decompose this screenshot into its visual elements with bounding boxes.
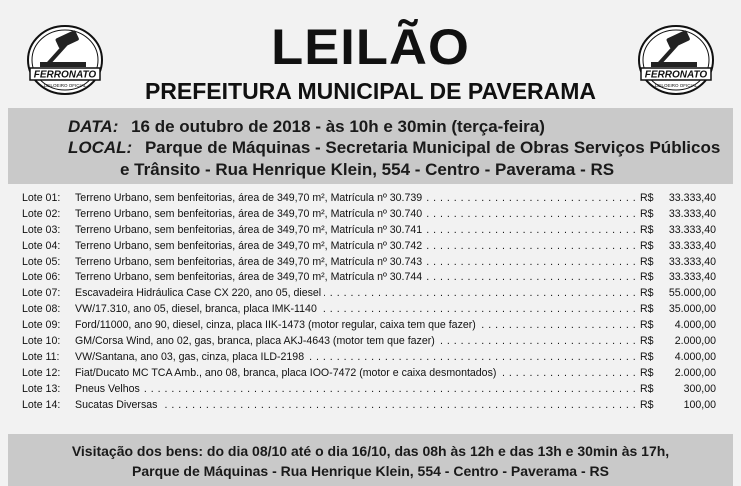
page-title: LEILÃO [271, 19, 470, 75]
lot-currency: R$ [640, 398, 654, 411]
lot-value: 33.333,40 [668, 207, 716, 220]
lot-currency: R$ [640, 255, 654, 268]
lot-description: Terreno Urbano, sem benfeitorias, área de 349,70 m², Matrícula nº 30.739 . . . [75, 191, 637, 207]
lot-description: Terreno Urbano, sem benfeitorias, área de 349,70 m², Matrícula nº 30.743 . . . [75, 255, 637, 271]
lot-label: Lote 08: [22, 303, 61, 316]
lot-label: Lote 01: [22, 192, 61, 204]
lot-value: 33.333,40 [668, 271, 716, 284]
lot-currency: R$ [640, 350, 654, 363]
lot-currency: R$ [640, 239, 654, 252]
lot-currency: R$ [640, 382, 654, 395]
lot-label: Lote 09: [22, 319, 61, 332]
lot-value: 33.333,40 [668, 255, 716, 268]
visitation-box [8, 434, 733, 486]
visitation-line-2: Parque de Máquinas - Rua Henrique Klein, 554 - Centro - Paverama - RS [132, 463, 609, 479]
lot-value: 35.000,00 [668, 303, 716, 316]
svg-text:FERRONATO: FERRONATO [644, 69, 708, 81]
lot-description: VW/Santana, ano 03, gas, cinza, placa ILD-2198 . . . [75, 350, 637, 366]
lot-currency: R$ [640, 335, 654, 348]
svg-text:FERRONATO: FERRONATO [33, 69, 97, 81]
event-info-box [8, 108, 733, 184]
lot-label: Lote 06: [22, 271, 61, 284]
lot-description: VW/17.310, ano 05, diesel, branca, placa IMK-1140 . . . [75, 302, 637, 318]
lot-currency: R$ [640, 303, 654, 316]
lot-label: Lote 07: [22, 287, 61, 300]
lot-row [22, 398, 722, 414]
lot-currency: R$ [640, 192, 654, 204]
lot-description: Terreno Urbano, sem benfeitorias, área de 349,70 m², Matrícula nº 30.740 . . . [75, 207, 637, 223]
lot-row [22, 334, 722, 350]
lot-row [22, 223, 722, 239]
lot-value: 2.000,00 [674, 366, 716, 379]
lot-row [22, 382, 722, 398]
date-row [68, 117, 545, 137]
lot-currency: R$ [640, 366, 654, 379]
svg-text:LEILOEIRO OFICIAL: LEILOEIRO OFICIAL [654, 83, 698, 88]
lot-value: 300,00 [683, 382, 716, 395]
visitation-line-1: Visitação dos bens: do dia 08/10 até o dia 16/10, das 08h às 12h e das 13h e 30min às 17h, [71, 443, 670, 459]
lot-row [22, 318, 722, 334]
lot-row [22, 255, 722, 271]
lot-value: 33.333,40 [668, 192, 716, 204]
lot-value: 4.000,00 [674, 350, 716, 363]
lot-row [22, 302, 722, 318]
local-label: LOCAL: [68, 138, 133, 157]
lot-description: Fiat/Ducato MC TCA Amb., ano 08, branca, placa IOO-7472 (motor e caixa desmontados) . . . [75, 366, 637, 382]
lot-description: Terreno Urbano, sem benfeitorias, área de 349,70 m², Matrícula nº 30.742 . . . [75, 239, 637, 255]
lot-label: Lote 02: [22, 207, 61, 220]
lot-label: Lote 04: [22, 239, 61, 252]
lot-row [22, 270, 722, 286]
local-row [68, 138, 720, 158]
date-label: DATA: [68, 117, 119, 136]
lot-row [22, 239, 722, 255]
lot-currency: R$ [640, 271, 654, 284]
lot-description: Sucatas Diversas . . . [75, 398, 637, 414]
lot-description: Escavadeira Hidráulica Case CX 220, ano 05, diesel . . . [75, 286, 637, 302]
lot-row [22, 191, 722, 207]
lot-row [22, 366, 722, 382]
lot-row [22, 286, 722, 302]
page-subtitle: PREFEITURA MUNICIPAL DE PAVERAMA [144, 78, 597, 104]
lot-value: 4.000,00 [674, 319, 716, 332]
local-value-line2: e Trânsito - Rua Henrique Klein, 554 - Centro - Paverama - RS [120, 160, 615, 179]
lot-label: Lote 03: [22, 223, 61, 236]
lot-value: 33.333,40 [668, 239, 716, 252]
lot-description: Terreno Urbano, sem benfeitorias, área de 349,70 m², Matrícula nº 30.741 . . . [75, 223, 637, 239]
lot-currency: R$ [640, 223, 654, 236]
lot-label: Lote 14: [22, 398, 61, 411]
lot-value: 100,00 [683, 398, 716, 411]
lot-currency: R$ [640, 287, 654, 300]
lot-value: 55.000,00 [668, 287, 716, 300]
local-value-line1: Parque de Máquinas - Secretaria Municipal de Obras Serviços Públicos [144, 138, 721, 157]
lot-value: 33.333,40 [668, 223, 716, 236]
lot-row [22, 207, 722, 223]
lot-label: Lote 11: [22, 350, 60, 363]
lot-description: Terreno Urbano, sem benfeitorias, área de 349,70 m², Matrícula nº 30.744 . . . [75, 270, 637, 286]
lot-label: Lote 13: [22, 382, 61, 395]
lot-list [22, 191, 722, 413]
lot-description: Pneus Velhos . . . [75, 382, 637, 398]
lot-label: Lote 10: [22, 335, 61, 348]
lot-currency: R$ [640, 207, 654, 220]
lot-description: GM/Corsa Wind, ano 02, gas, branca, placa AKJ-4643 (motor tem que fazer) . . . [75, 334, 637, 350]
lot-currency: R$ [640, 319, 654, 332]
lot-label: Lote 12: [22, 366, 61, 379]
svg-text:LEILOEIRO OFICIAL: LEILOEIRO OFICIAL [43, 83, 87, 88]
lot-description: Ford/11000, ano 90, diesel, cinza, placa IIK-1473 (motor regular, caixa tem que fazer) . . . [75, 318, 637, 334]
lot-label: Lote 05: [22, 255, 61, 268]
lot-row [22, 350, 722, 366]
lot-value: 2.000,00 [674, 335, 716, 348]
date-value: 16 de outubro de 2018 - às 10h e 30min (terça-feira) [131, 117, 545, 136]
